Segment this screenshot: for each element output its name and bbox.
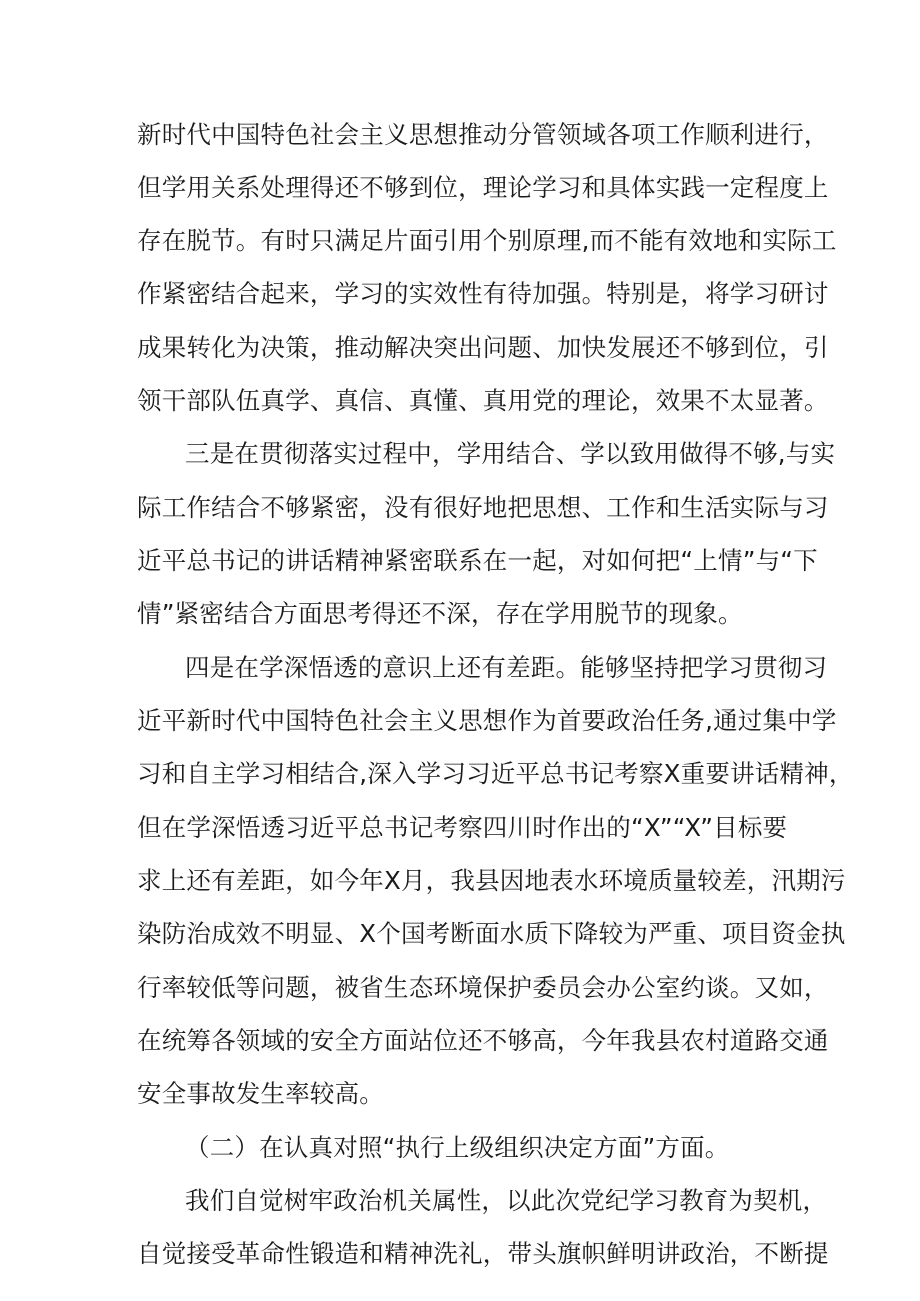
text-line-18: 在统筹各领域的安全方面站位还不够高，今年我县农村道路交通 [137,1026,829,1055]
text-line-22: 自觉接受革命性锻造和精神洗礼，带头旗帜鲜明讲政治，不断提 [137,1239,829,1268]
text-line-6: 领干部队伍真学、真信、真懂、真用党的理论，效果不太显著。 [137,386,829,415]
text-line-3: 存在脱节。有时只满足片面引用个别原理,而不能有效地和实际工 [137,226,837,255]
text-line-8: 际工作结合不够紧密，没有很好地把思想、工作和生活实际与习 [137,493,829,522]
text-line-15: 求上还有差距，如今年X月，我县因地表水环境质量较差，汛期污 [137,866,846,895]
text-line-10: 情”紧密结合方面思考得还不深，存在学用脱节的现象。 [137,599,743,628]
text-line-14: 但在学深悟透习近平总书记考察四川时作出的“X”“X”目标要 [137,813,788,842]
text-line-16: 染防治成效不明显、X个国考断面水质下降较为严重、项目资金执 [137,919,846,948]
text-line-13: 习和自主学习相结合,深入学习习近平总书记考察X重要讲话精神， [137,759,854,788]
text-line-4: 作紧密结合起来，学习的实效性有待加强。特别是，将学习研讨 [137,279,829,308]
paragraph-three-start: 三是在贯彻落实过程中，学用结合、学以致用做得不够,与实 [185,439,836,468]
text-line-9: 近平总书记的讲话精神紧密联系在一起，对如何把“上情”与“下 [137,546,818,575]
text-line-5: 成果转化为决策，推动解决突出问题、加快发展还不够到位，引 [137,333,829,362]
text-line-2: 但学用关系处理得还不够到位，理论学习和具体实践一定程度上 [137,173,829,202]
text-line-17: 行率较低等问题，被省生态环境保护委员会办公室约谈。又如， [137,973,829,1002]
text-line-1: 新时代中国特色社会主义思想推动分管领域各项工作顺利进行， [137,120,829,149]
paragraph-four-start: 四是在学深悟透的意识上还有差距。能够坚持把学习贯彻习 [185,653,828,682]
section-heading: （二）在认真对照“执行上级组织决定方面”方面。 [185,1133,730,1162]
text-line-12: 近平新时代中国特色社会主义思想作为首要政治任务,通过集中学 [137,706,837,735]
paragraph-five-start: 我们自觉树牢政治机关属性，以此次党纪学习教育为契机， [185,1186,828,1215]
text-line-19: 安全事故发生率较高。 [137,1079,384,1108]
